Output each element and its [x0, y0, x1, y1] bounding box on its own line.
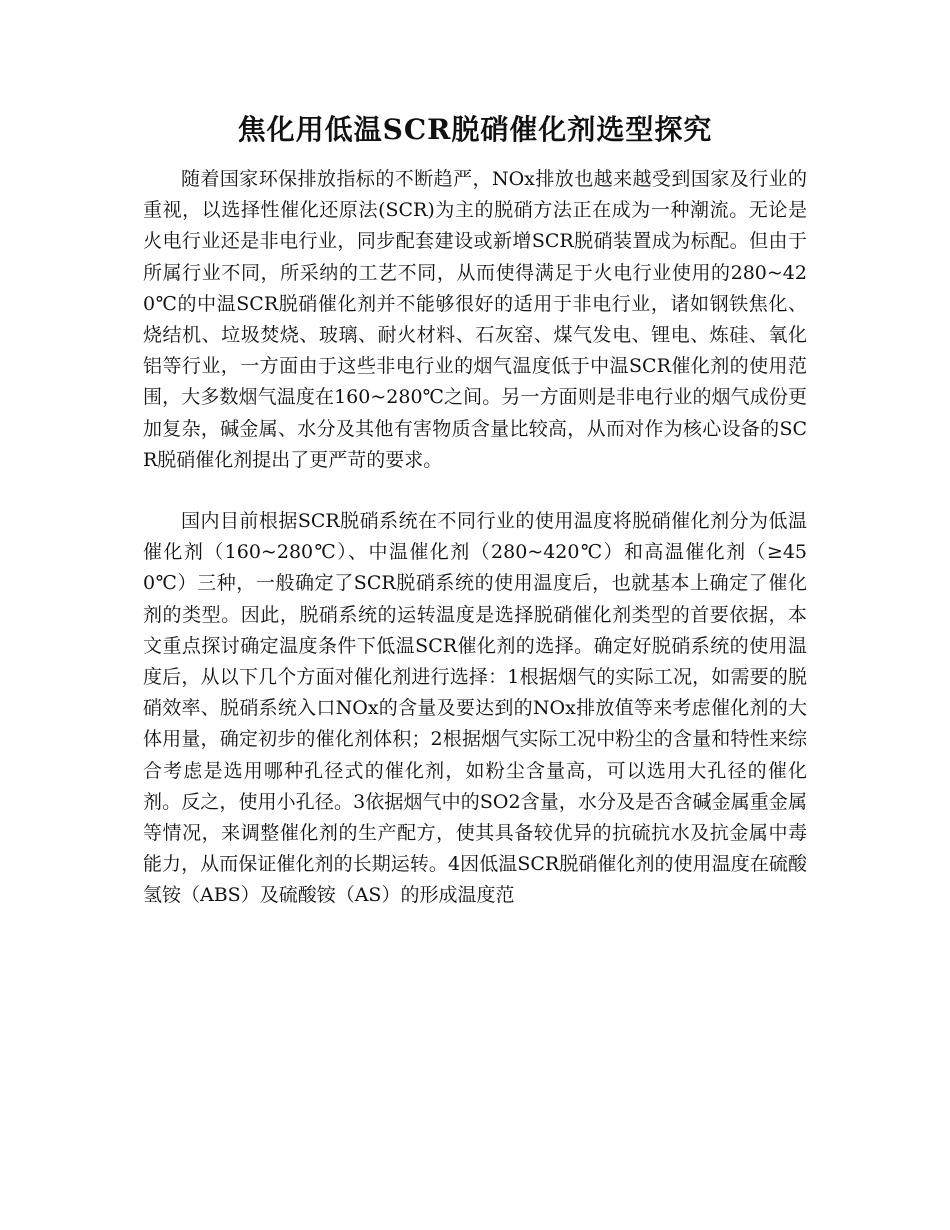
document-title: 焦化用低温SCR脱硝催化剂选型探究 — [237, 113, 713, 146]
paragraph-2: 国内目前根据SCR脱硝系统在不同行业的使用温度将脱硝催化剂分为低温催化剂（160~280℃）、中温催化剂（280~420℃）和高温催化剂（≥450℃）三种，一般确定了SCR脱硝系统的使用温度后，也就基本上确定了催化剂的类型。因此，脱硝系统的运转温度是选择脱硝催化剂类型的首要依据，本文重点探讨确定温度条件下低温SCR催化剂的选择。确定好脱硝系统的使用温度后，从以下几个方面对催化剂进行选择：1根据烟气的实际工况，如需要的脱硝效率、脱硝系统入口NOx的含量及要达到的NOx排放值等来考虑催化剂的大体用量，确定初步的催化剂体积；2根据烟气实际工况中粉尘的含量和特性来综合考虑是选用哪种孔径式的催化剂，如粉尘含量高，可以选用大孔径的催化剂。反之，使用小孔径。3依据烟气中的SO2含量，水分及是否含碱金属重金属等情况，来调整催化剂的生产配方，使其具备较优异的抗硫抗水及抗金属中毒能力，从而保证催化剂的长期运转。4因低温SCR脱硝催化剂的使用温度在硫酸氢铵（ABS）及硫酸铵（AS）的形成温度范 — [143, 510, 807, 907]
document-page — [143, 110, 807, 912]
paragraph-1: 随着国家环保排放指标的不断趋严，NOx排放也越来越受到国家及行业的重视，以选择性催化还原法(SCR)为主的脱硝方法正在成为一种潮流。无论是火电行业还是非电行业，同步配套建设或新增SCR脱硝装置成为标配。但由于所属行业不同，所采纳的工艺不同，从而使得满足于火电行业使用的280~420℃的中温SCR脱硝催化剂并不能够很好的适用于非电行业，诸如钢铁焦化、烧结机、垃圾焚烧、玻璃、耐火材料、石灰窑、煤气发电、锂电、炼硅、氧化铝等行业，一方面由于这些非电行业的烟气温度低于中温SCR催化剂的使用范围，大多数烟气温度在160~280℃之间。另一方面则是非电行业的烟气成份更加复杂，碱金属、水分及其他有害物质含量比较高，从而对作为核心设备的SCR脱硝催化剂提出了更严苛的要求。 — [143, 168, 807, 471]
